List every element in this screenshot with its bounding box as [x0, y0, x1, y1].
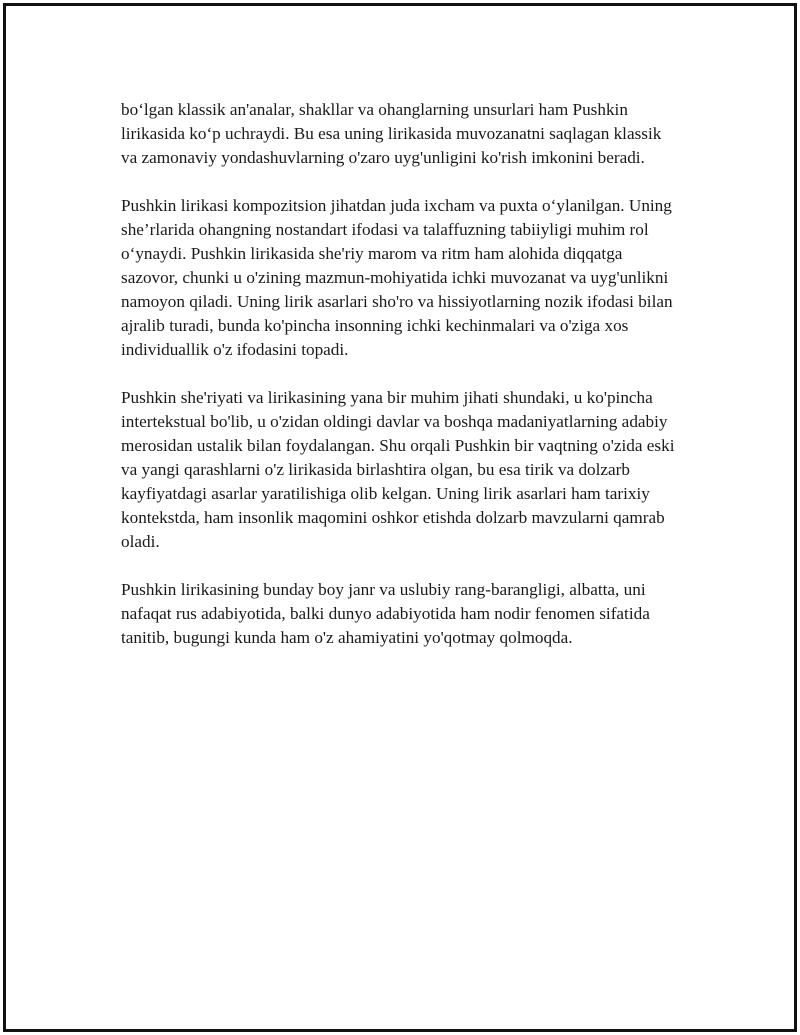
document-body	[121, 98, 681, 674]
paragraph-4: Pushkin lirikasining bunday boy janr va uslubiy rang-barangligi, albatta, uni nafaqat rus adabiyotida, balki dunyo adabiyotida ham nodir fenomen sifatida tanitib, bugungi kunda ham o'z ahamiyatini yo'qotmay qolmoqda.	[121, 580, 650, 647]
paragraph-3: Pushkin she'riyati va lirikasining yana bir muhim jihati shundaki, u ko'pincha intertekstual bo'lib, u o'zidan oldingi davlar va boshqa madaniyatlarning adabiy merosidan ustalik bilan foydalangan. Shu orqali Pushkin bir vaqtning o'zida eski va yangi qarashlarni o'z lirikasida birlashtira olgan, bu esa tirik va dolzarb kayfiyatdagi asarlar yaratilishiga olib kelgan. Uning lirik asarlari ham tarixiy kontekstda, ham insonlik maqomini oshkor etishda dolzarb mavzularni qamrab oladi.	[121, 388, 675, 551]
paragraph-2: Pushkin lirikasi kompozitsion jihatdan juda ixcham va puxta o‘ylanilgan. Uning she’rlarida ohangning nostandart ifodasi va talaffuzning tabiiyligi muhim rol o‘ynaydi. Pushkin lirikasida she'riy marom va ritm ham alohida diqqatga sazovor, chunki u o'zining mazmun-mohiyatida ichki muvozanat va uyg'unlikni namoyon qiladi. Uning lirik asarlari sho'ro va hissiyotlarning nozik ifodasi bilan ajralib turadi, bunda ko'pincha insonning ichki kechinmalari va o'ziga xos individuallik o'z ifodasini topadi.	[121, 196, 673, 359]
page-frame	[3, 3, 797, 1032]
paragraph-1: bo‘lgan klassik an'analar, shakllar va ohanglarning unsurlari ham Pushkin lirikasida ko‘p uchraydi. Bu esa uning lirikasida muvozanatni saqlagan klassik va zamonaviy yondashuvlarning o'zaro uyg'unligini ko'rish imkonini beradi.	[121, 100, 662, 167]
